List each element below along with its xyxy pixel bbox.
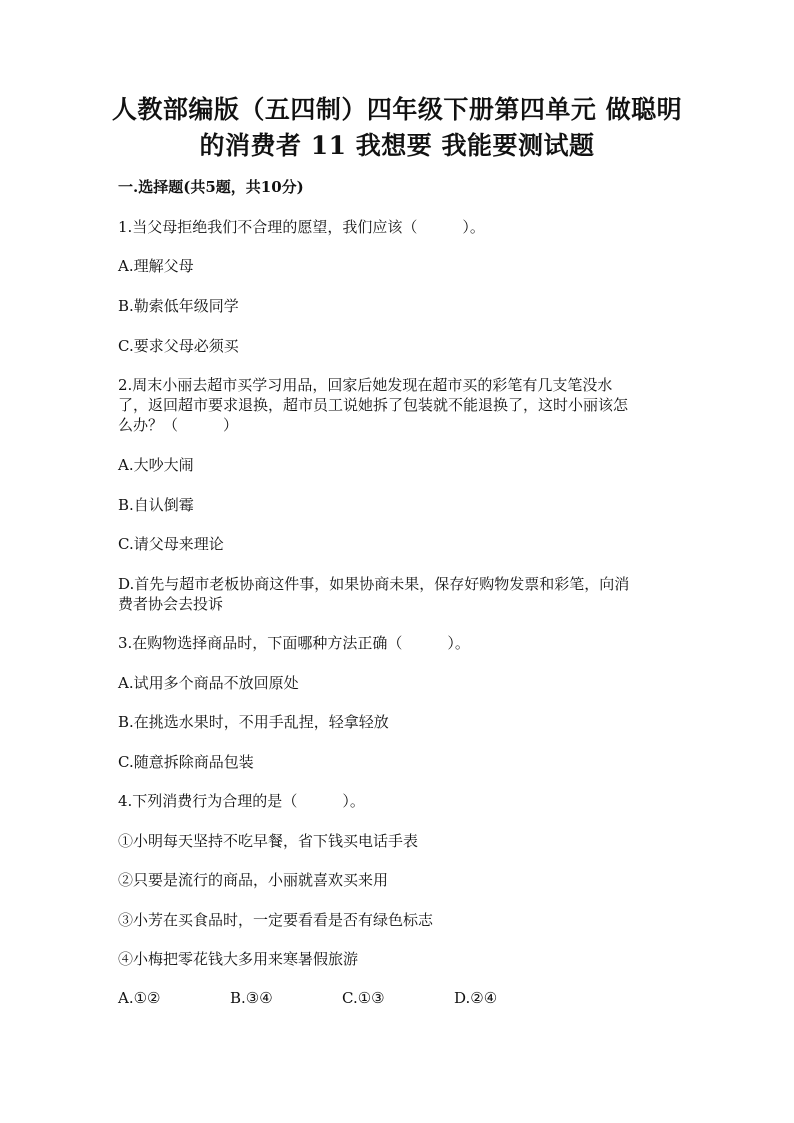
question-2-stem-line-2: 了，返回超市要求退换，超市员工说她拆了包装就不能退换了，这时小丽该怎	[118, 396, 629, 414]
question-4-option-a: A.①②	[118, 989, 161, 1007]
question-4-statement-2: ②只要是流行的商品，小丽就喜欢买来用	[118, 871, 389, 889]
question-2-option-d-line-2: 费者协会去投诉	[118, 595, 224, 613]
section-heading: 一.选择题(共5题，共10分)	[118, 178, 304, 196]
question-3-option-b: B.在挑选水果时，不用手乱捏，轻拿轻放	[118, 713, 389, 731]
document-title	[100, 92, 694, 164]
question-4-statement-3: ③小芳在买食品时，一定要看看是否有绿色标志	[118, 911, 434, 929]
question-2-option-a: A.大吵大闹	[118, 456, 194, 474]
question-4-statement-4: ④小梅把零花钱大多用来寒暑假旅游	[118, 950, 359, 968]
question-1-option-c: C.要求父母必须买	[118, 337, 239, 355]
question-4-option-d: D.②④	[454, 989, 498, 1007]
question-4-statement-1: ①小明每天坚持不吃早餐，省下钱买电话手表	[118, 832, 419, 850]
question-2-stem-line-1: 2.周末小丽去超市买学习用品，回家后她发现在超市买的彩笔有几支笔没水	[118, 376, 613, 394]
question-4-stem: 4.下列消费行为合理的是（ ）。	[118, 792, 365, 810]
question-2-option-b: B.自认倒霉	[118, 496, 194, 514]
question-2-option-c: C.请父母来理论	[118, 535, 224, 553]
title-line-2: 的消费者 11 我想要 我能要测试题	[199, 131, 595, 160]
question-3-stem: 3.在购物选择商品时，下面哪种方法正确（ ）。	[118, 634, 470, 652]
question-3-option-a: A.试用多个商品不放回原处	[118, 674, 299, 692]
question-1-stem: 1.当父母拒绝我们不合理的愿望，我们应该（ ）。	[118, 218, 485, 236]
title-line-1: 人教部编版（五四制）四年级下册第四单元 做聪明	[111, 95, 683, 124]
question-4-option-c: C.①③	[342, 989, 385, 1007]
question-2-option-d-line-1: D.首先与超市老板协商这件事，如果协商未果，保存好购物发票和彩笔，向消	[118, 575, 630, 593]
question-2-stem-line-3: 么办？（ ）	[118, 416, 239, 434]
question-1-option-a: A.理解父母	[118, 257, 194, 275]
question-1-option-b: B.勒索低年级同学	[118, 297, 239, 315]
question-3-option-c: C.随意拆除商品包装	[118, 753, 254, 771]
question-4-option-b: B.③④	[230, 989, 273, 1007]
question-4-options-row	[118, 989, 618, 1009]
